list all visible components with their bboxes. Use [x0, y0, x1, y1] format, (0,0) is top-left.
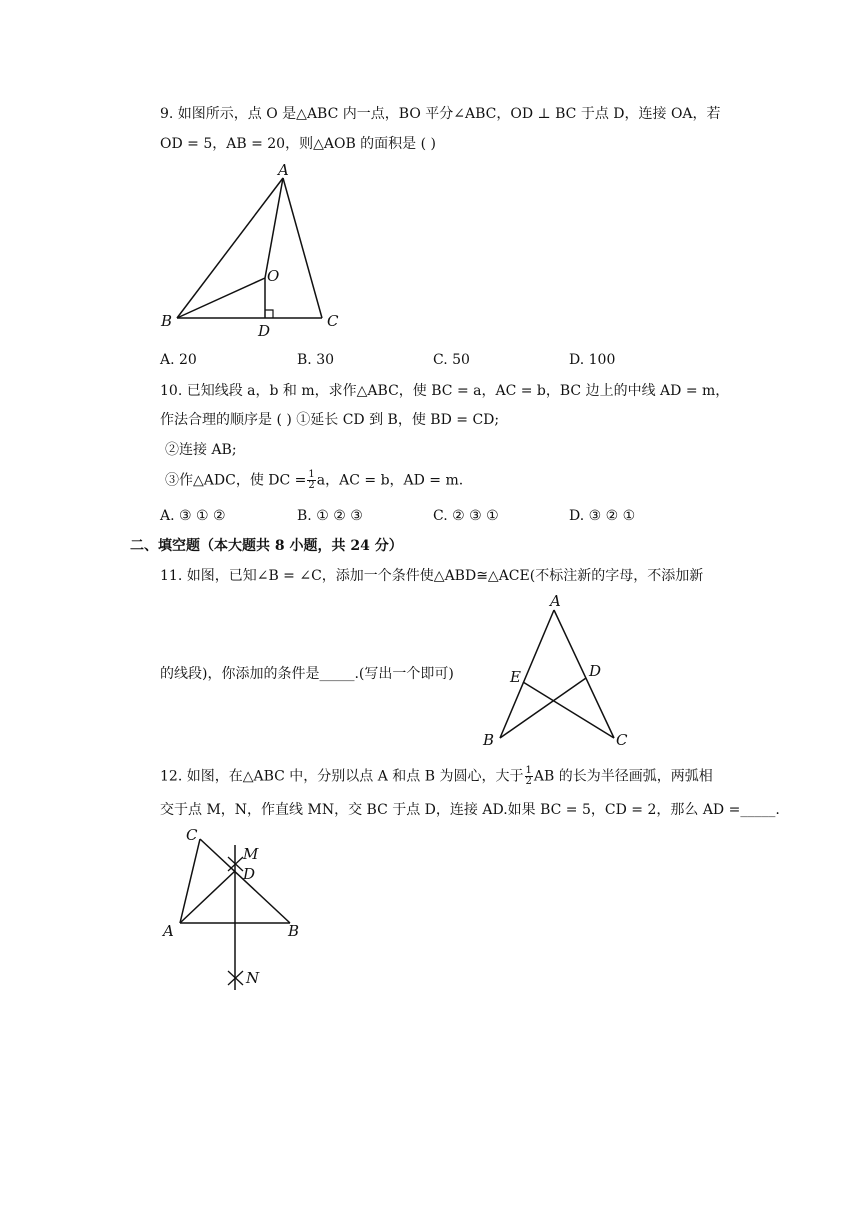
q12-label-a: A	[163, 922, 174, 940]
q9-segment-ao	[265, 178, 283, 278]
q10-option-a[interactable]: A. ③ ① ②	[160, 508, 226, 524]
q11-label-b: B	[483, 731, 495, 749]
q11-label-d: D	[589, 662, 602, 680]
q9-label-d: D	[258, 322, 271, 340]
q12-text-line2: 交于点 M，N，作直线 MN，交 BC 于点 D，连接 AD.如果 BC = 5，CD = 2，那么 AD =_____.	[160, 802, 780, 818]
q12-frac-den: 2	[525, 776, 532, 787]
q9-figure	[155, 160, 355, 340]
q9-text-line1: 9. 如图所示，点 O 是△ABC 内一点，BO 平分∠ABC，OD ⊥ BC 于点 D，连接 OA，若	[160, 106, 721, 122]
q9-text-line2: OD = 5，AB = 20，则△AOB 的面积是 ( )	[160, 136, 437, 152]
q9-label-c: C	[327, 312, 339, 330]
q9-option-a[interactable]: A. 20	[160, 352, 197, 368]
q12-label-b: B	[288, 922, 300, 940]
q12-label-d: D	[243, 865, 256, 883]
q10-frac-den: 2	[308, 480, 315, 491]
q10-text-line1: 10. 已知线段 a，b 和 m，求作△ABC，使 BC = a，AC = b，BC 边上的中线 AD = m，	[160, 383, 730, 399]
q12-line1-pre: 12. 如图，在△ABC 中，分别以点 A 和点 B 为圆心，大于	[160, 768, 524, 785]
q10-option-b[interactable]: B. ① ② ③	[297, 508, 363, 524]
q9-segment-bo	[177, 278, 265, 318]
q12-label-m: M	[243, 845, 259, 863]
q10-text-line2: 作法合理的顺序是 ( ) ①延长 CD 到 B，使 BD = CD;	[160, 412, 500, 428]
q12-figure	[158, 825, 318, 1000]
q10-text-line3: ②连接 AB;	[165, 442, 237, 458]
q9-segment-ab	[177, 178, 283, 318]
q9-label-a: A	[278, 161, 289, 179]
q12-segment-ca	[180, 839, 200, 923]
q9-label-o: O	[267, 267, 280, 285]
q11-label-c: C	[616, 731, 628, 749]
q12-line1-post: AB 的长为半径画弧，两弧相	[533, 768, 713, 785]
q9-option-b[interactable]: B. 30	[297, 352, 335, 368]
q11-label-a: A	[550, 592, 561, 610]
q12-segment-ad	[180, 871, 235, 923]
q11-text-line2: 的线段)，你添加的条件是_____.(写出一个即可)	[160, 666, 454, 682]
q11-figure	[478, 590, 638, 750]
q11-text-line1: 11. 如图，已知∠B = ∠C，添加一个条件使△ABD≅△ACE(不标注新的字母，不添加新	[160, 568, 704, 584]
q10-option-d[interactable]: D. ③ ② ①	[569, 508, 636, 524]
q10-option-c[interactable]: C. ② ③ ①	[433, 508, 499, 524]
q9-segment-ac	[283, 178, 322, 318]
q12-label-n: N	[246, 969, 260, 987]
q9-label-b: B	[161, 312, 173, 330]
q9-option-c[interactable]: C. 50	[433, 352, 470, 368]
q12-label-c: C	[186, 826, 198, 844]
q9-right-angle-mark	[265, 310, 273, 318]
q10-fraction	[307, 470, 315, 491]
q12-text-line1	[160, 766, 713, 787]
q12-frac-num: 1	[525, 765, 532, 776]
q10-text-line4	[165, 470, 463, 491]
q12-fraction	[525, 766, 533, 787]
q10-line4-post: a，AC = b，AD = m.	[316, 472, 464, 489]
q11-label-e: E	[510, 668, 521, 686]
q9-option-d[interactable]: D. 100	[569, 352, 616, 368]
q10-line4-pre: ③作△ADC，使 DC =	[165, 472, 307, 489]
q10-frac-num: 1	[308, 469, 315, 480]
section-title-fill-in: 二、填空题（本大题共 8 小题，共 24 分）	[130, 538, 403, 554]
